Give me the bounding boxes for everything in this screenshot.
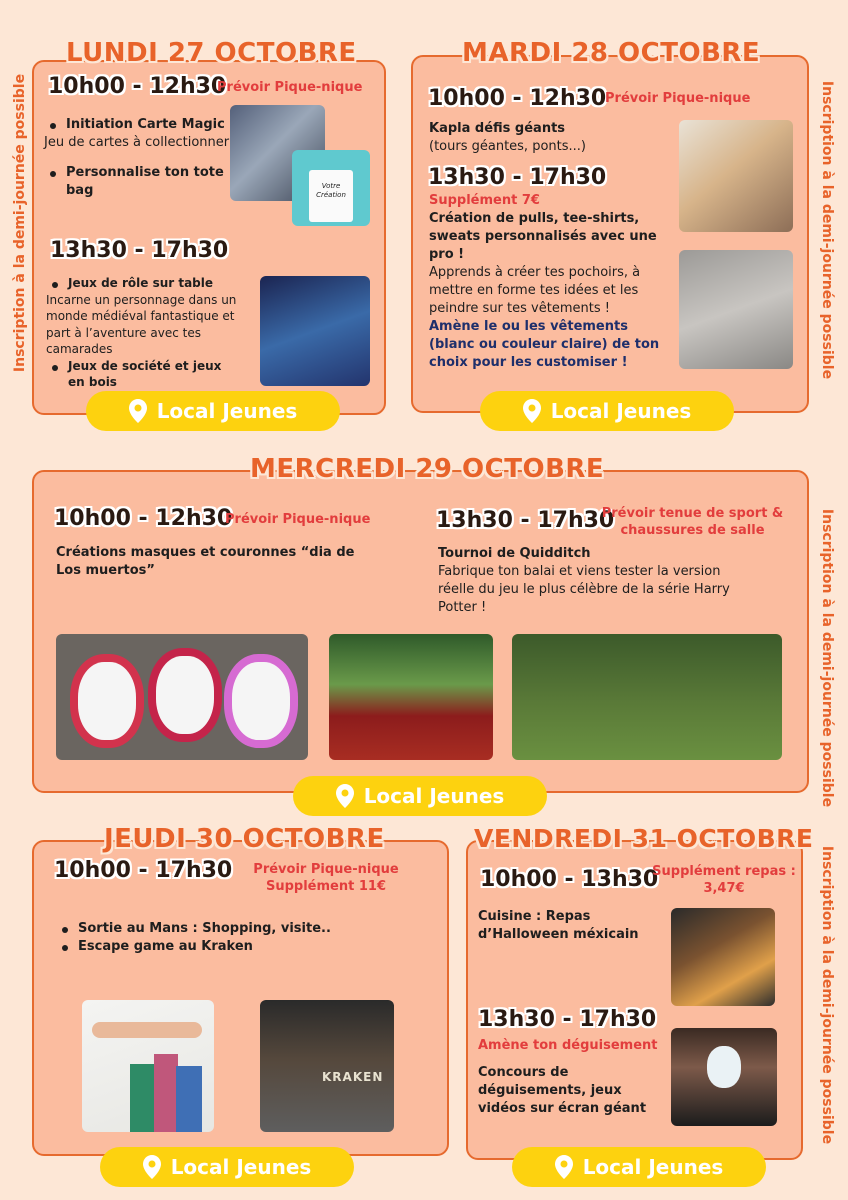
wednesday-location-label: Local Jeunes [363, 784, 505, 808]
tuesday-afternoon-note: Supplément 7€ [429, 193, 540, 208]
side-note-left: Inscription à la demi-journée possible [12, 73, 28, 373]
friday-location-label: Local Jeunes [582, 1155, 724, 1179]
sweatshirt-photo [679, 250, 793, 369]
tuesday-activity-clothes-desc: Apprends à créer tes pochoirs, à mettre en forme tes idées et les peindre sur tes vêtements ! [429, 264, 641, 316]
thursday-title: JEUDI 30 OCTOBRE [104, 824, 385, 854]
side-note-right-top: Inscription à la demi-journée possible [819, 80, 835, 380]
thursday-activity-shopping: Sortie au Mans : Shopping, visite.. [56, 920, 376, 938]
tuesday-morning-note: Prévoir Pique-nique [605, 91, 751, 106]
costume-photo [671, 1028, 777, 1126]
thursday-note-picnic: Prévoir Pique-nique [253, 862, 399, 877]
wednesday-afternoon-time: 13h30 - 17h30 [436, 508, 615, 533]
tuesday-location-label: Local Jeunes [550, 399, 692, 423]
tuesday-title: MARDI 28 OCTOBRE [462, 38, 761, 68]
monday-activity-magic: Initiation Carte Magic [44, 116, 230, 134]
halloween-food-photo [671, 908, 775, 1006]
friday-activity-cooking: Cuisine : Repas d’Halloween méxicain [478, 909, 639, 942]
monday-activity-rpg: Jeux de rôle sur table [46, 275, 242, 292]
thursday-activities [56, 920, 376, 956]
monday-morning-activities [44, 116, 230, 200]
tuesday-activity-clothes-extra: Amène le ou les vêtements (blanc ou couleur claire) de ton choix pour les customiser ! [429, 318, 660, 370]
thursday-time: 10h00 - 17h30 [54, 858, 233, 883]
tuesday-activity-clothes: Création de pulls, tee-shirts, sweats personnalisés avec une pro ! [429, 211, 657, 262]
monday-morning-note: Prévoir Pique-nique [217, 80, 363, 95]
tote-bag-text: Votre Création [316, 182, 346, 200]
monday-afternoon-activities [46, 275, 242, 391]
kraken-sign: KRAKEN [322, 1070, 384, 1084]
masks-photo [56, 634, 308, 760]
map-pin-icon [336, 784, 354, 808]
side-note-right-middle: Inscription à la demi-journée possible [819, 508, 835, 808]
friday-afternoon-activities [478, 1064, 658, 1118]
wednesday-location-pill [293, 776, 547, 816]
tuesday-afternoon-time: 13h30 - 17h30 [428, 165, 607, 190]
monday-activity-magic-desc: Jeu de cartes à collectionner [44, 134, 230, 150]
tuesday-morning-activities [429, 120, 669, 156]
tuesday-activity-kapla-desc: (tours géantes, ponts...) [429, 138, 586, 154]
quidditch-photo [512, 634, 782, 760]
wednesday-morning-activities [56, 544, 356, 580]
side-note-right-bottom: Inscription à la demi-journée possible [819, 845, 835, 1145]
map-pin-icon [555, 1155, 573, 1179]
thursday-note-supplement: Supplément 11€ [266, 878, 386, 894]
wednesday-activity-quidditch-desc: Fabrique ton balai et viens tester la version réelle du jeu le plus célèbre de la série Harry Potter ! [438, 563, 730, 615]
friday-morning-time: 10h00 - 13h30 [480, 867, 659, 892]
monday-afternoon-time: 13h30 - 17h30 [50, 238, 229, 263]
tuesday-afternoon-activities [429, 210, 665, 371]
friday-activity-costume: Concours de déguisements, jeux vidéos sur écran géant [478, 1065, 647, 1116]
wednesday-afternoon-activities [438, 545, 738, 617]
monday-activity-rpg-desc: Incarne un personnage dans un monde médiéval fantastique et part à l’aventure avec tes camarades [46, 292, 237, 357]
monday-morning-time: 10h00 - 12h30 [48, 74, 227, 99]
wednesday-title: MERCREDI 29 OCTOBRE [250, 454, 605, 484]
map-pin-icon [143, 1155, 161, 1179]
monday-title: LUNDI 27 OCTOBRE [66, 38, 357, 68]
monday-location-label: Local Jeunes [156, 399, 298, 423]
monday-location-pill [86, 391, 340, 431]
map-pin-icon [523, 399, 541, 423]
friday-title: VENDREDI 31 OCTOBRE [474, 824, 814, 853]
wednesday-morning-note: Prévoir Pique-nique [225, 512, 371, 527]
tuesday-morning-time: 10h00 - 12h30 [428, 86, 607, 111]
friday-afternoon-time: 13h30 - 17h30 [478, 1007, 657, 1032]
kapla-photo [679, 120, 793, 232]
wednesday-morning-time: 10h00 - 12h30 [54, 506, 233, 531]
monday-activity-tote: Personnalise ton tote bag [44, 164, 230, 200]
tote-bag-photo [292, 150, 370, 226]
map-pin-icon [129, 399, 147, 423]
tuesday-location-pill [480, 391, 734, 431]
monday-activity-games: Jeux de société et jeux en bois [46, 358, 242, 391]
kraken-photo [260, 1000, 394, 1132]
friday-afternoon-note: Amène ton déguisement [478, 1038, 658, 1053]
wednesday-activity-quidditch: Tournoi de Quidditch [438, 546, 591, 561]
friday-location-pill [512, 1147, 766, 1187]
wednesday-activity-masks: Créations masques et couronnes “dia de Los muertos” [56, 545, 355, 578]
thursday-note [246, 862, 406, 896]
harry-potter-photo [329, 634, 493, 760]
friday-morning-activities [478, 908, 658, 944]
roleplay-photo [260, 276, 370, 386]
shopping-bags-photo [82, 1000, 214, 1132]
tuesday-activity-kapla: Kapla défis géants [429, 121, 566, 136]
wednesday-afternoon-note: Prévoir tenue de sport & chaussures de salle [601, 506, 784, 538]
friday-morning-note: Supplément repas : 3,47€ [652, 864, 796, 896]
thursday-location-label: Local Jeunes [170, 1155, 312, 1179]
thursday-activity-escape: Escape game au Kraken [56, 938, 376, 956]
thursday-location-pill [100, 1147, 354, 1187]
